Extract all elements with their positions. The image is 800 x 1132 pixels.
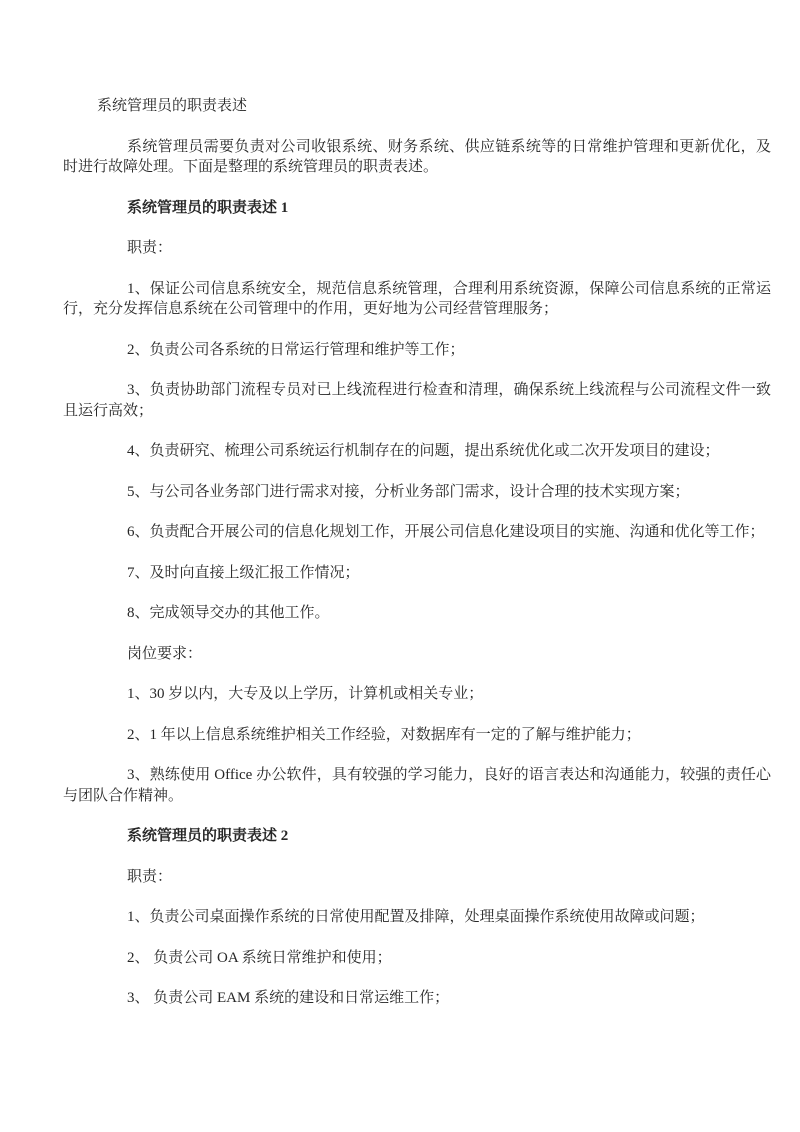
list-item-paragraph: 2、 负责公司 OA 系统日常维护和使用；	[127, 949, 392, 966]
list-item-paragraph: 3、负责协助部门流程专员对已上线流程进行检查和清理，确保系统上线流程与公司流程文件一致且运行高效；	[63, 382, 771, 419]
list-label: 职责：	[127, 868, 173, 885]
list-item-paragraph: 3、熟练使用 Office 办公软件，具有较强的学习能力，良好的语言表达和沟通能力，较强的责任心与团队合作精神。	[63, 767, 771, 804]
list-item-paragraph: 2、负责公司各系统的日常运行管理和维护等工作；	[127, 341, 465, 358]
list-item-paragraph: 6、负责配合开展公司的信息化规划工作，开展公司信息化建设项目的实施、沟通和优化等工作；	[127, 524, 765, 540]
list-item-paragraph: 8、完成领导交办的其他工作。	[127, 605, 330, 621]
list-item-paragraph: 7、及时向直接上级汇报工作情况；	[127, 564, 360, 581]
section-heading: 系统管理员的职责表述 2	[127, 828, 289, 844]
list-item-paragraph: 3、 负责公司 EAM 系统的建设和日常运维工作；	[127, 990, 450, 1006]
list-item-paragraph: 2、1 年以上信息系统维护相关工作经验，对数据库有一定的了解与维护能力；	[127, 726, 641, 743]
list-item-paragraph: 5、与公司各业务部门进行需求对接，分析业务部门需求，设计合理的技术实现方案；	[127, 483, 690, 500]
list-label: 职责：	[127, 240, 173, 256]
list-item-paragraph: 4、负责研究、梳理公司系统运行机制存在的问题，提出系统优化或二次开发项目的建设；	[127, 443, 720, 459]
list-item-paragraph: 1、保证公司信息系统安全，规范信息系统管理，合理利用系统资源，保障公司信息系统的正常运行，充分发挥信息系统在公司管理中的作用，更好地为公司经营管理服务；	[63, 280, 771, 317]
section-heading: 系统管理员的职责表述 1	[127, 199, 289, 216]
document-body	[63, 137, 771, 1009]
document-title: 系统管理员的职责表述	[97, 98, 248, 114]
list-item-paragraph: 1、负责公司桌面操作系统的日常使用配置及排障，处理桌面操作系统使用故障或问题；	[127, 909, 705, 925]
body-paragraph: 系统管理员需要负责对公司收银系统、财务系统、供应链系统等的日常维护管理和更新优化，及时进行故障处理。下面是整理的系统管理员的职责表述。	[63, 138, 771, 175]
list-label: 岗位要求：	[127, 645, 203, 662]
list-item-paragraph: 1、30 岁以内，大专及以上学历，计算机或相关专业；	[127, 686, 484, 702]
